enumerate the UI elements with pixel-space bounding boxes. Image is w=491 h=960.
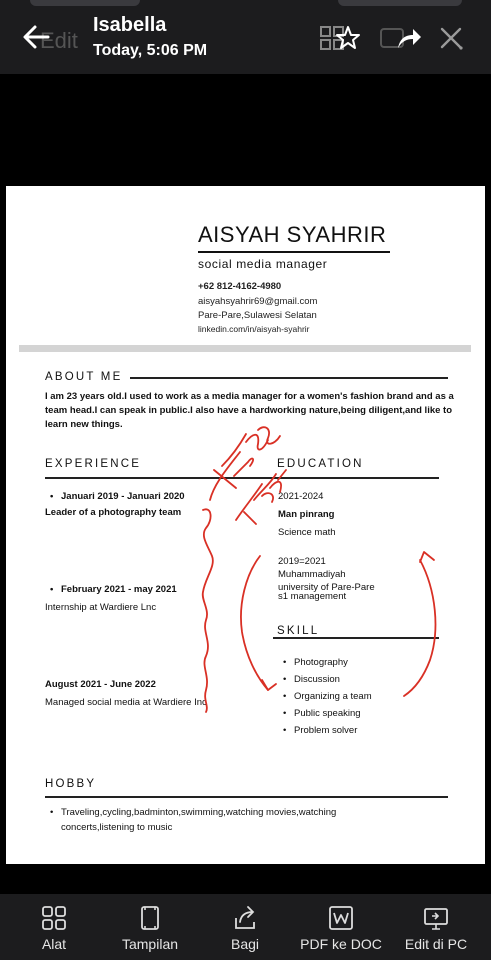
exp-desc-1: Leader of a photography team [45,507,182,518]
cv-phone: +62 812-4162-4980 [198,281,282,292]
share-icon [231,904,259,932]
edit-ghost-text: Edit [40,28,78,53]
edu-field-2b: s1 management [278,591,347,602]
nav-label: PDF ke DOC [300,936,382,952]
ghost-bar [30,0,140,6]
share-icon[interactable] [394,24,422,52]
close-icon[interactable] [437,24,465,52]
skill-heading: SKILL [277,625,320,637]
exp-desc-2: Internship at Wardiere Lnc [45,602,157,613]
sender-name: Isabella [93,14,167,36]
cv-name: AISYAH SYAHRIR [198,222,387,247]
experience-rule [45,477,273,479]
section-band [19,345,471,352]
edu-school-2: Muhammadiyah [278,569,346,580]
skill-item: • Organizing a team [294,691,372,702]
hobby-rule [45,796,448,798]
skill-item: • Discussion [294,674,340,685]
skill-item: • Photography [294,657,348,668]
ghost-bar [338,0,462,6]
hobby-heading: HOBBY [45,778,97,790]
skill-item: • Problem solver [294,725,357,736]
exp-date-3: August 2021 - June 2022 [45,679,156,690]
education-rule [273,477,439,479]
edu-years-2: 2019=2021 [278,556,326,567]
cv-role: social media manager [198,257,328,271]
exp-date-1: • Januari 2019 - Januari 2020 [61,491,185,502]
edu-school-1: Man pinrang [278,509,335,520]
edu-years-1: 2021-2024 [278,491,324,502]
nav-edit-on-pc[interactable] [387,894,485,960]
top-toolbar [0,0,491,74]
word-doc-icon [327,904,355,932]
nav-share[interactable] [196,894,294,960]
cv-email: aisyahsyahrir69@gmail.com [198,296,318,307]
exp-date-2: • February 2021 - may 2021 [61,584,177,595]
view-icon [136,904,164,932]
tools-grid-icon [40,904,68,932]
skill-item: • Public speaking [294,708,361,719]
nav-tools[interactable] [5,894,103,960]
cv-linkedin: linkedin.com/in/aisyah-syahrir [198,324,310,334]
nav-view[interactable] [101,894,199,960]
nav-label: Edit di PC [404,936,468,952]
exp-desc-3: Managed social media at Wardiere Inc [45,697,207,708]
bottom-toolbar [0,894,491,960]
timestamp: Today, 5:06 PM [93,42,208,59]
cv-location: Pare-Pare,Sulawesi Selatan [198,310,317,321]
experience-heading: EXPERIENCE [45,458,142,470]
nav-label: Bagi [230,936,260,952]
name-underline [198,251,390,253]
about-text: I am 23 years old.I used to work as a media manager for a women's fashion brand and as a team head.I can speak in public.I also have a hardworking nature,being diligent,and like to learn new things. [45,391,454,430]
edu-field-2: university of Pare-Pare [278,582,375,593]
edu-field-1: Science math [278,527,336,538]
back-arrow-icon[interactable] [22,24,50,50]
nav-pdf-to-doc[interactable] [292,894,390,960]
hobby-line-1: • Traveling,cycling,badminton,swimming,watching movies,watching [61,807,336,818]
star-icon[interactable] [334,24,362,52]
education-heading: EDUCATION [277,458,364,470]
about-rule [130,377,448,379]
monitor-icon [422,904,450,932]
about-heading: ABOUT ME [45,371,123,383]
nav-label: Alat [41,936,67,952]
hobby-line-2: concerts,listening to music [61,822,173,833]
nav-label: Tampilan [121,936,179,952]
skill-rule [273,637,439,639]
